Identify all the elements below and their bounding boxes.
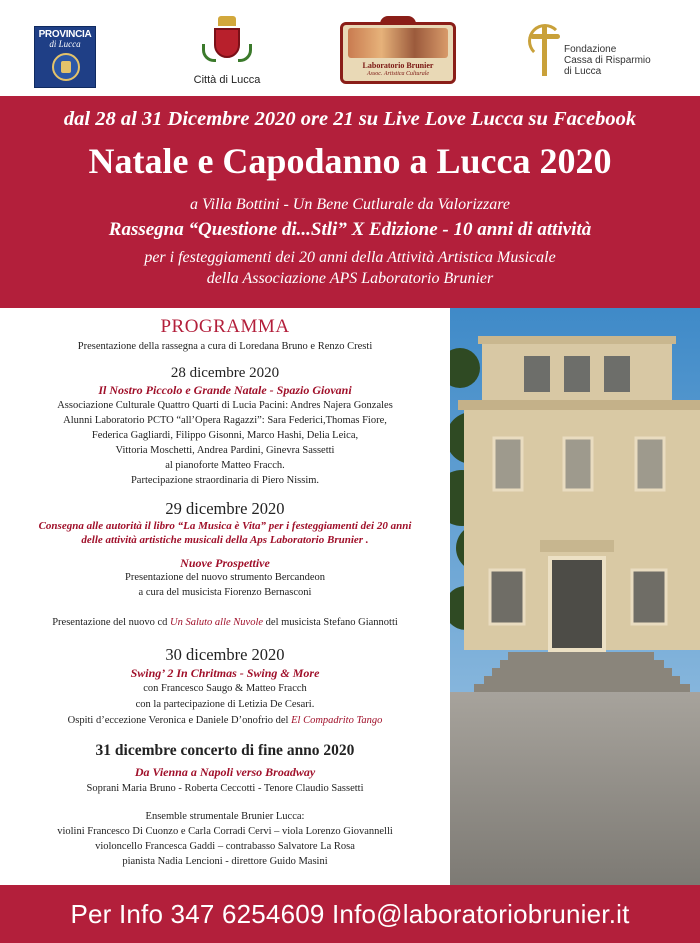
fondazione-logo-text: [564, 44, 678, 77]
villa-bottini-photo: [450, 308, 700, 885]
day30-subtitle: Swing’ 2 In Chritmas - Swing & More: [130, 666, 320, 680]
day30-line: con Francesco Saugo & Matteo Fracch: [143, 683, 307, 694]
citta-di-lucca-logo: [192, 14, 262, 88]
coat-of-arms-shield-icon: [214, 28, 240, 58]
program-heading: PROGRAMMA: [160, 316, 290, 337]
day30-guest-title: El Compadrito Tango: [291, 715, 383, 726]
day31-subtitle: Da Vienna a Napoli verso Broadway: [134, 765, 316, 779]
program-intro: Presentazione della rassegna a cura di Loredana Bruno e Renzo Cresti: [77, 341, 373, 352]
day29-line: a cura del musicista Fiorenzo Bernasconi: [138, 587, 312, 598]
contact-info: Per Info 347 6254609 Info@laboratoriobrunier.it: [70, 899, 630, 929]
day28-line: Vittoria Moschetti, Andrea Pardini, Ginevra Sassetti: [115, 445, 335, 456]
day28-line: Partecipazione straordinaria di Piero Nissim.: [130, 475, 320, 486]
program-column: [0, 308, 450, 885]
day28-line: Associazione Culturale Quattro Quarti di Lucia Pacini: Andres Najera Gonzales: [57, 400, 393, 411]
event-venue: a Villa Bottini - Un Bene Cutlurale da Valorizzare: [190, 196, 510, 213]
day28-date: 28 dicembre 2020: [170, 365, 280, 381]
fondazione-cross-bar: [530, 34, 560, 39]
day28-line: Alunni Laboratorio PCTO “all’Opera Ragazzi”: Sara Federici,Thomas Fiore,: [63, 415, 387, 426]
day29-cd-post: del musicista Stefano Giannotti: [263, 617, 398, 628]
day28-line: Federica Gagliardi, Filippo Gisonni, Marco Hashi, Delia Leica,: [91, 430, 359, 441]
day31-singers: Soprani Maria Bruno - Roberta Ceccotti - Tenore Claudio Sassetti: [86, 783, 364, 794]
day28-subtitle: Il Nostro Piccolo e Grande Natale - Spazio Giovani: [98, 383, 352, 397]
fondazione-line: Cassa di Risparmio: [564, 55, 651, 66]
citta-di-lucca-label: Città di Lucca: [193, 74, 261, 86]
logo-strip: [0, 0, 700, 96]
fondazione-line: di Lucca: [564, 66, 602, 77]
event-header-banner: [0, 96, 700, 308]
day29-cd-pre: Presentazione del nuovo cd: [52, 617, 171, 628]
fondazione-line: Fondazione: [564, 44, 617, 55]
contact-footer: [0, 885, 700, 943]
day29-line: Presentazione del nuovo strumento Bercandeon: [124, 572, 326, 583]
day31-line: pianista Nadia Lencioni - direttore Guido Masini: [122, 856, 328, 867]
day30-date: 30 dicembre 2020: [165, 645, 285, 664]
day29-announcement-line: delle attività artistiche musicali della Aps Laboratorio Brunier .: [81, 534, 369, 546]
day30-guest-pre: Ospiti d’eccezione Veronica e Daniele D’onofrio del: [67, 715, 292, 726]
brunier-logo-subtitle: Assoc. Artistica Culturale: [366, 71, 430, 77]
event-subtitle-line2: della Associazione APS Laboratorio Brunier: [206, 270, 494, 287]
event-subtitle-line1: per i festeggiamenti dei 20 anni della Attività Artistica Musicale: [144, 249, 556, 266]
day29-cd-title: Un Saluto alle Nuvole: [170, 617, 264, 628]
crown-icon: [218, 16, 236, 26]
laboratorio-brunier-logo: [340, 16, 456, 88]
day31-date: 31 dicembre concerto di fine anno 2020: [95, 742, 355, 759]
day29-subtitle: Nuove Prospettive: [180, 556, 270, 570]
day30-line: con la partecipazione di Letizia De Cesari.: [135, 699, 315, 710]
day31-line: violoncello Francesca Gaddi – contrabasso Salvatore La Rosa: [95, 841, 355, 852]
fondazione-cassa-risparmio-logo: [528, 22, 678, 82]
provincia-logo-line2: di Lucca: [49, 39, 81, 49]
day30-guest-line: [0, 715, 450, 726]
provincia-logo-line1: PROVINCIA: [38, 29, 92, 40]
day29-date: 29 dicembre 2020: [165, 499, 285, 518]
brunier-logo-name: Laboratorio Brunier: [362, 61, 434, 70]
day31-line: Ensemble strumentale Brunier Lucca:: [145, 811, 305, 822]
event-title: Natale e Capodanno a Lucca 2020: [88, 141, 612, 181]
event-dates: dal 28 al 31 Dicembre 2020 ore 21 su Live Love Lucca su Facebook: [63, 108, 637, 130]
laurel-right-icon: [238, 44, 252, 62]
day29-cd-line: [0, 617, 450, 628]
day29-announcement-line: Consegna alle autorità il libro “La Musica è Vita” per i festeggiamenti dei 20 anni: [38, 520, 412, 532]
day31-line: violini Francesco Di Cuonzo e Carla Corradi Cervi – viola Lorenzo Giovannelli: [57, 826, 393, 837]
brunier-painting-image: [348, 28, 448, 58]
provincia-seal-icon: [52, 53, 80, 81]
event-rassegna: Rassegna “Questione di...Stli” X Edizione - 10 anni di attività: [108, 219, 592, 240]
provincia-lucca-logo: [34, 26, 96, 88]
day28-line: al pianoforte Matteo Fracch.: [165, 460, 285, 471]
